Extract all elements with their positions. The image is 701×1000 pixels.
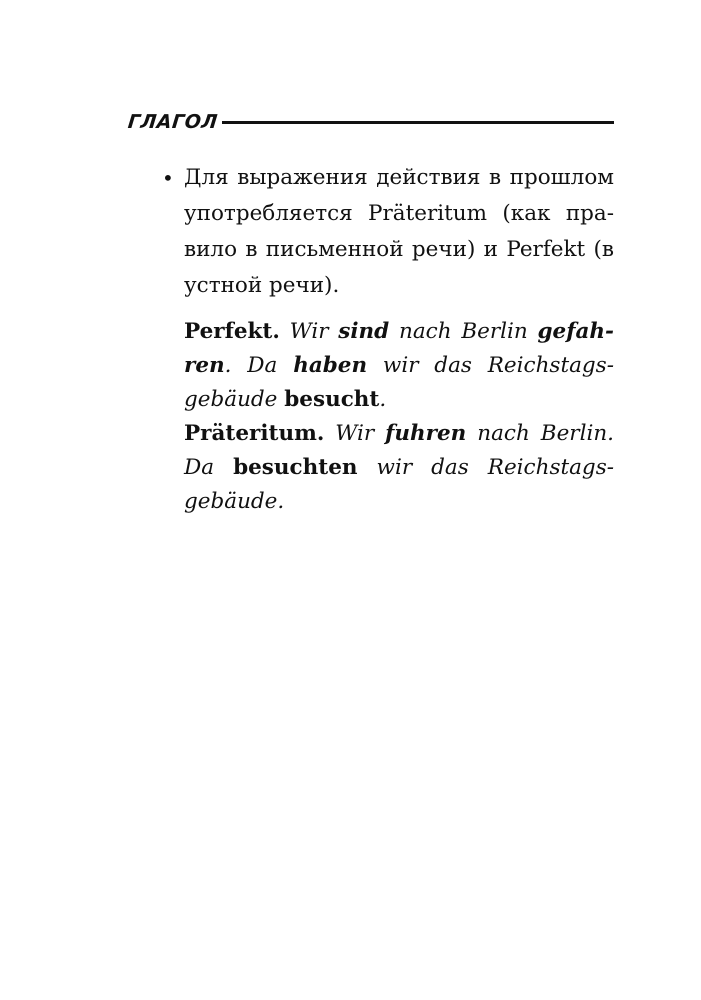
example-text: .: [379, 387, 387, 412]
praeteritum-label: Präteritum.: [184, 421, 325, 446]
bullet-icon: •: [162, 166, 174, 190]
section-title: ГЛАГОЛ: [126, 111, 219, 133]
praeteritum-line-2: [184, 451, 614, 485]
example-text: Wir: [335, 421, 375, 446]
example-verb: ren: [184, 353, 225, 378]
example-text: nach Berlin: [399, 319, 528, 344]
perfekt-line-1: [184, 315, 614, 349]
example-text: gebäude: [184, 387, 278, 412]
bullet-line-2: употребляется Präteritum (как пра-: [184, 201, 614, 226]
praeteritum-line-3: [184, 485, 614, 519]
example-verb: besucht: [284, 387, 380, 412]
example-verb: gefah-: [537, 319, 614, 344]
example-text: . Da: [224, 353, 278, 378]
example-verb: fuhren: [385, 421, 467, 446]
header-rule: [222, 121, 614, 124]
perfekt-line-2: [184, 349, 614, 383]
praeteritum-line-1: [184, 417, 614, 451]
bullet-line-4: устной речи).: [184, 273, 340, 298]
example-text: Wir: [289, 319, 329, 344]
example-verb: besuchten: [233, 455, 358, 480]
example-text: wir das Reichstags-: [382, 353, 614, 378]
example-text: Da: [184, 455, 215, 480]
example-text: nach Berlin.: [477, 421, 615, 446]
perfekt-label: Perfekt.: [184, 319, 280, 344]
example-verb: sind: [338, 319, 390, 344]
bullet-line-1: Для выражения действия в прошлом: [184, 165, 614, 190]
bullet-line-3: вило в письменной речи) и Perfekt (в: [184, 237, 614, 262]
page-header: [128, 108, 614, 136]
example-verb: haben: [293, 353, 368, 378]
example-text: gebäude.: [184, 489, 285, 514]
example-text: wir das Reichstags-: [376, 455, 614, 480]
perfekt-line-3: [184, 383, 614, 417]
